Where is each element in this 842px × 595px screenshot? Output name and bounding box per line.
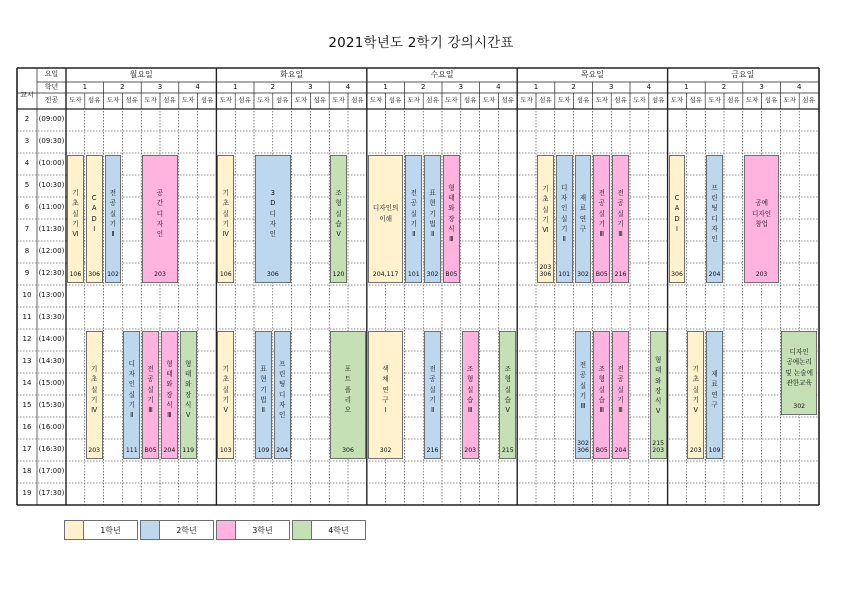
course-name: C A D Ⅰ xyxy=(674,194,680,233)
course-room: B05 xyxy=(595,447,608,455)
course-block xyxy=(368,331,404,459)
major-header: 섬유 xyxy=(539,96,552,104)
course-name: 프 린 팅 디 자 인 xyxy=(279,359,286,420)
course-name: 디자인의 이해 xyxy=(372,204,399,223)
period-time: (13:30) xyxy=(38,313,65,321)
course-name: 전 공 실 기 Ⅱ xyxy=(429,365,436,414)
course-block xyxy=(462,331,479,459)
course-room: 203 xyxy=(88,447,101,455)
course-name: 전 공 실 기 Ⅲ xyxy=(598,189,605,238)
major-header: 섬유 xyxy=(689,96,703,104)
course-name: 전 공 실 기 Ⅲ xyxy=(147,365,154,414)
course-block xyxy=(255,331,272,459)
course-block xyxy=(537,155,554,283)
course-name: 디자인 공예논리 및 논술에 관한교육 xyxy=(785,348,813,387)
course-name: C A D Ⅰ xyxy=(91,194,97,233)
course-block xyxy=(330,155,347,283)
course-room: 306 xyxy=(671,271,683,279)
major-header: 도자 xyxy=(670,96,684,104)
course-room: 306 xyxy=(88,271,101,279)
course-block xyxy=(180,331,197,459)
grade-header: 3 xyxy=(458,82,464,91)
course-name: 프 린 팅 디 자 인 xyxy=(711,183,718,244)
course-name: 조 형 실 습 Ⅴ xyxy=(504,365,511,414)
major-header: 섬유 xyxy=(426,96,439,104)
course-block xyxy=(274,331,291,459)
course-block xyxy=(575,155,592,283)
period-number: 12 xyxy=(22,335,32,343)
course-block xyxy=(368,155,404,283)
course-room: 203 306 xyxy=(539,263,552,279)
major-header: 섬유 xyxy=(275,96,289,104)
course-name: 전 공 실 기 Ⅱ xyxy=(109,189,117,238)
course-block xyxy=(443,155,460,283)
course-name: 색 채 연 구 Ⅰ xyxy=(382,365,389,414)
period-time: (12:00) xyxy=(38,247,65,255)
course-room: 306 xyxy=(342,447,354,455)
course-room: B05 xyxy=(144,447,157,455)
major-header: 도자 xyxy=(557,96,571,104)
course-block xyxy=(744,155,780,283)
course-block xyxy=(424,155,441,283)
course-room: 216 xyxy=(614,271,627,279)
course-name: 디 자 인 실 기 Ⅱ xyxy=(128,359,135,420)
course-room: B05 xyxy=(595,271,608,279)
period-number: 9 xyxy=(24,269,30,277)
grade-header: 4 xyxy=(345,82,351,91)
course-block xyxy=(123,331,140,459)
period-time: (10:30) xyxy=(38,181,65,189)
period-number: 7 xyxy=(24,225,30,233)
major-header: 도자 xyxy=(595,96,609,104)
course-name: 재 료 연 구 xyxy=(711,370,718,409)
course-room: 109 xyxy=(708,447,721,455)
legend-label: 3학년 xyxy=(236,520,290,540)
course-room: 204 xyxy=(163,447,176,455)
grade-header: 1 xyxy=(383,82,388,91)
major-header: 섬유 xyxy=(351,96,364,104)
major-header: 도자 xyxy=(144,96,157,104)
grade-header: 4 xyxy=(195,82,200,91)
major-header: 섬유 xyxy=(163,96,176,104)
course-room: 203 xyxy=(154,271,166,279)
period-number: 17 xyxy=(22,445,32,453)
period-number: 5 xyxy=(24,181,30,189)
period-time: (10:00) xyxy=(38,159,65,167)
period-time: (15:30) xyxy=(38,401,65,409)
major-header: 섬유 xyxy=(463,96,477,104)
course-block xyxy=(86,331,103,459)
course-room: 103 xyxy=(219,447,232,455)
major-header: 도자 xyxy=(257,96,270,104)
day-header: 화요일 xyxy=(279,70,304,79)
course-block xyxy=(424,331,441,459)
course-block xyxy=(650,331,667,459)
period-time: (13:00) xyxy=(38,291,65,299)
grade-header: 1 xyxy=(82,82,88,91)
period-number: 3 xyxy=(24,137,30,145)
period-number: 4 xyxy=(24,159,30,167)
period-number: 15 xyxy=(22,401,32,409)
major-header: 섬유 xyxy=(388,96,402,104)
legend-label: 2학년 xyxy=(160,520,214,540)
course-room: 302 xyxy=(426,271,439,279)
course-room: 106 xyxy=(219,271,232,279)
legend-swatch xyxy=(216,520,236,540)
course-room: 106 xyxy=(69,271,82,279)
course-room: 215 203 xyxy=(652,439,665,455)
course-block xyxy=(217,155,234,283)
course-room: 302 xyxy=(379,447,392,455)
major-header: 섬유 xyxy=(651,96,665,104)
period-time: (17:30) xyxy=(38,489,65,497)
legend-label: 1학년 xyxy=(84,520,138,540)
grade-header: 2 xyxy=(420,82,426,91)
course-name: 포 트 폴 리 오 xyxy=(344,365,352,414)
grade-header-label: 학년 xyxy=(44,82,59,91)
legend-item xyxy=(216,520,290,540)
course-block xyxy=(142,331,159,459)
major-header: 섬유 xyxy=(87,96,101,104)
course-block xyxy=(217,331,234,459)
course-room: 203 xyxy=(464,447,477,455)
course-block xyxy=(575,331,592,459)
major-header-label: 전공 xyxy=(44,96,59,104)
course-name: 기 초 실 기 Ⅴ xyxy=(222,365,229,414)
major-header: 도자 xyxy=(369,96,383,104)
course-block xyxy=(706,155,723,283)
grade-header: 4 xyxy=(796,82,802,91)
period-time: (11:30) xyxy=(38,225,65,233)
course-name: 기 초 실 기 Ⅵ xyxy=(72,189,79,238)
course-room: 302 306 xyxy=(577,439,589,455)
grade-header: 3 xyxy=(157,82,163,91)
course-name: 형 태 와 장 식 Ⅴ xyxy=(185,359,192,420)
period-time: (09:00) xyxy=(38,115,65,123)
day-header: 목요일 xyxy=(580,70,604,79)
major-header: 섬유 xyxy=(576,96,590,104)
course-name: 전 공 실 기 Ⅱ xyxy=(410,189,417,238)
course-name: 전 공 실 기 Ⅲ xyxy=(617,365,624,414)
period-number: 14 xyxy=(22,379,32,387)
period-time: (11:00) xyxy=(38,203,65,211)
course-name: 전 공 실 기 Ⅲ xyxy=(617,189,624,238)
course-room: 101 xyxy=(558,271,571,279)
major-header: 도자 xyxy=(106,96,120,104)
course-room: 306 xyxy=(266,271,279,279)
period-number: 16 xyxy=(22,423,32,431)
course-name: 형 태 와 장 식 Ⅲ xyxy=(166,359,173,420)
course-name: 기 초 실 기 Ⅳ xyxy=(91,365,98,414)
period-number: 6 xyxy=(24,203,30,211)
major-header: 도자 xyxy=(633,96,646,104)
major-header: 도자 xyxy=(181,96,195,104)
period-header-label: 교시 xyxy=(20,90,34,99)
major-header: 섬유 xyxy=(764,96,778,104)
course-name: 형 태 와 장 식 Ⅴ xyxy=(655,356,662,416)
course-room: 215 xyxy=(501,447,514,455)
grade-header: 4 xyxy=(646,82,652,91)
course-block xyxy=(86,155,103,283)
course-block xyxy=(781,331,817,415)
period-time: (15:00) xyxy=(38,379,65,387)
course-block xyxy=(593,331,610,459)
period-number: 2 xyxy=(24,115,30,123)
day-header-label: 요일 xyxy=(44,70,59,78)
course-block xyxy=(593,155,610,283)
course-name: 표 현 기 법 Ⅱ xyxy=(429,189,436,238)
period-time: (09:30) xyxy=(38,137,65,145)
course-block xyxy=(612,155,629,283)
major-header: 도자 xyxy=(783,96,797,104)
legend-item xyxy=(292,520,366,540)
legend-item xyxy=(140,520,214,540)
course-block xyxy=(142,155,178,283)
course-name: 조 형 실 습 Ⅲ xyxy=(598,365,605,414)
course-block xyxy=(669,155,686,283)
major-header: 섬유 xyxy=(200,96,214,104)
course-block xyxy=(67,155,84,283)
course-room: 120 xyxy=(332,271,345,279)
period-number: 18 xyxy=(22,467,32,475)
major-header: 도자 xyxy=(332,96,345,104)
legend-label: 4학년 xyxy=(312,520,366,540)
grade-header: 1 xyxy=(684,82,689,91)
major-header: 섬유 xyxy=(125,96,139,104)
grade-header: 3 xyxy=(308,82,313,91)
course-name: 기 초 실 기 Ⅵ xyxy=(542,185,549,235)
course-room: 203 xyxy=(689,447,702,455)
course-room: 302 xyxy=(577,271,589,279)
course-name: 전 공 실 기 Ⅲ xyxy=(579,361,587,411)
legend-item xyxy=(64,520,138,540)
course-room: 101 xyxy=(407,271,420,279)
course-block xyxy=(612,331,629,459)
grade-header: 1 xyxy=(232,82,238,91)
day-header: 금요일 xyxy=(731,70,755,79)
major-header: 섬유 xyxy=(501,96,515,104)
course-name: 공 간 디 자 인 xyxy=(156,189,164,238)
major-header: 섬유 xyxy=(313,96,327,104)
period-number: 13 xyxy=(22,357,32,365)
course-block xyxy=(706,331,723,459)
legend-swatch xyxy=(64,520,84,540)
period-time: (14:00) xyxy=(38,335,65,343)
major-header: 섬유 xyxy=(238,96,251,104)
period-number: 10 xyxy=(22,291,32,299)
period-number: 19 xyxy=(22,489,32,497)
major-header: 도자 xyxy=(482,96,496,104)
period-number: 11 xyxy=(22,313,32,321)
major-header: 섬유 xyxy=(802,96,815,104)
major-header: 도자 xyxy=(708,96,721,104)
course-room: 204 xyxy=(708,271,721,279)
course-block xyxy=(330,331,366,459)
period-time: (12:30) xyxy=(38,269,65,277)
course-block xyxy=(161,331,178,459)
major-header: 도자 xyxy=(407,96,421,104)
period-time: (16:30) xyxy=(38,445,65,453)
period-time: (17:00) xyxy=(38,467,65,475)
course-room: 102 xyxy=(107,271,119,279)
course-room: 302 xyxy=(793,403,806,411)
major-header: 도자 xyxy=(520,96,533,104)
major-header: 도자 xyxy=(445,96,458,104)
course-room: 204,117 xyxy=(372,271,399,279)
course-room: 204 xyxy=(614,447,627,455)
course-block xyxy=(556,155,573,283)
course-room: 119 xyxy=(182,447,195,455)
course-block xyxy=(255,155,291,283)
course-name: 3 D 디 자 인 xyxy=(269,189,276,238)
course-room: 111 xyxy=(125,447,138,455)
course-name: 디 자 인 실 기 Ⅱ xyxy=(561,183,568,244)
major-header: 도자 xyxy=(69,96,82,104)
course-name: 조 형 실 습 Ⅲ xyxy=(467,365,474,414)
course-room: 203 xyxy=(755,271,768,279)
course-block xyxy=(687,331,704,459)
course-room: 109 xyxy=(257,447,270,455)
legend-swatch xyxy=(140,520,160,540)
course-name: 기 초 실 기 Ⅳ xyxy=(222,189,229,238)
grade-header: 4 xyxy=(496,82,501,91)
major-header: 섬유 xyxy=(614,96,627,104)
course-name: 공예 디자인 창업 xyxy=(752,199,772,228)
page-title: 2021학년도 2학기 강의시간표 xyxy=(328,35,514,51)
legend-swatch xyxy=(292,520,312,540)
grade-header: 3 xyxy=(759,82,764,91)
course-block xyxy=(105,155,122,283)
grade-header: 3 xyxy=(608,82,614,91)
grade-header: 2 xyxy=(571,82,576,91)
course-name: 재 료 연 구 xyxy=(579,194,587,233)
course-name: 조 형 실 습 Ⅴ xyxy=(335,189,342,238)
major-header: 도자 xyxy=(294,96,308,104)
course-name: 표 현 기 법 Ⅱ xyxy=(260,365,267,414)
course-name: 기 초 실 기 Ⅴ xyxy=(692,365,699,414)
major-header: 섬유 xyxy=(727,96,740,104)
course-block xyxy=(499,331,516,459)
major-header: 도자 xyxy=(219,96,233,104)
grade-header: 2 xyxy=(721,82,727,91)
day-header: 월요일 xyxy=(129,70,153,79)
grade-header: 1 xyxy=(533,82,539,91)
course-name: 형 태 와 장 식 Ⅲ xyxy=(448,183,455,244)
course-block xyxy=(405,155,422,283)
grade-header: 2 xyxy=(120,82,125,91)
course-room: B05 xyxy=(445,271,458,279)
course-room: 204 xyxy=(276,447,289,455)
grade-header: 2 xyxy=(270,82,276,91)
day-header: 수요일 xyxy=(430,70,454,79)
period-time: (14:30) xyxy=(38,357,65,365)
period-time: (16:00) xyxy=(38,423,65,431)
period-number: 8 xyxy=(24,247,30,255)
major-header: 도자 xyxy=(745,96,759,104)
course-room: 216 xyxy=(426,447,439,455)
